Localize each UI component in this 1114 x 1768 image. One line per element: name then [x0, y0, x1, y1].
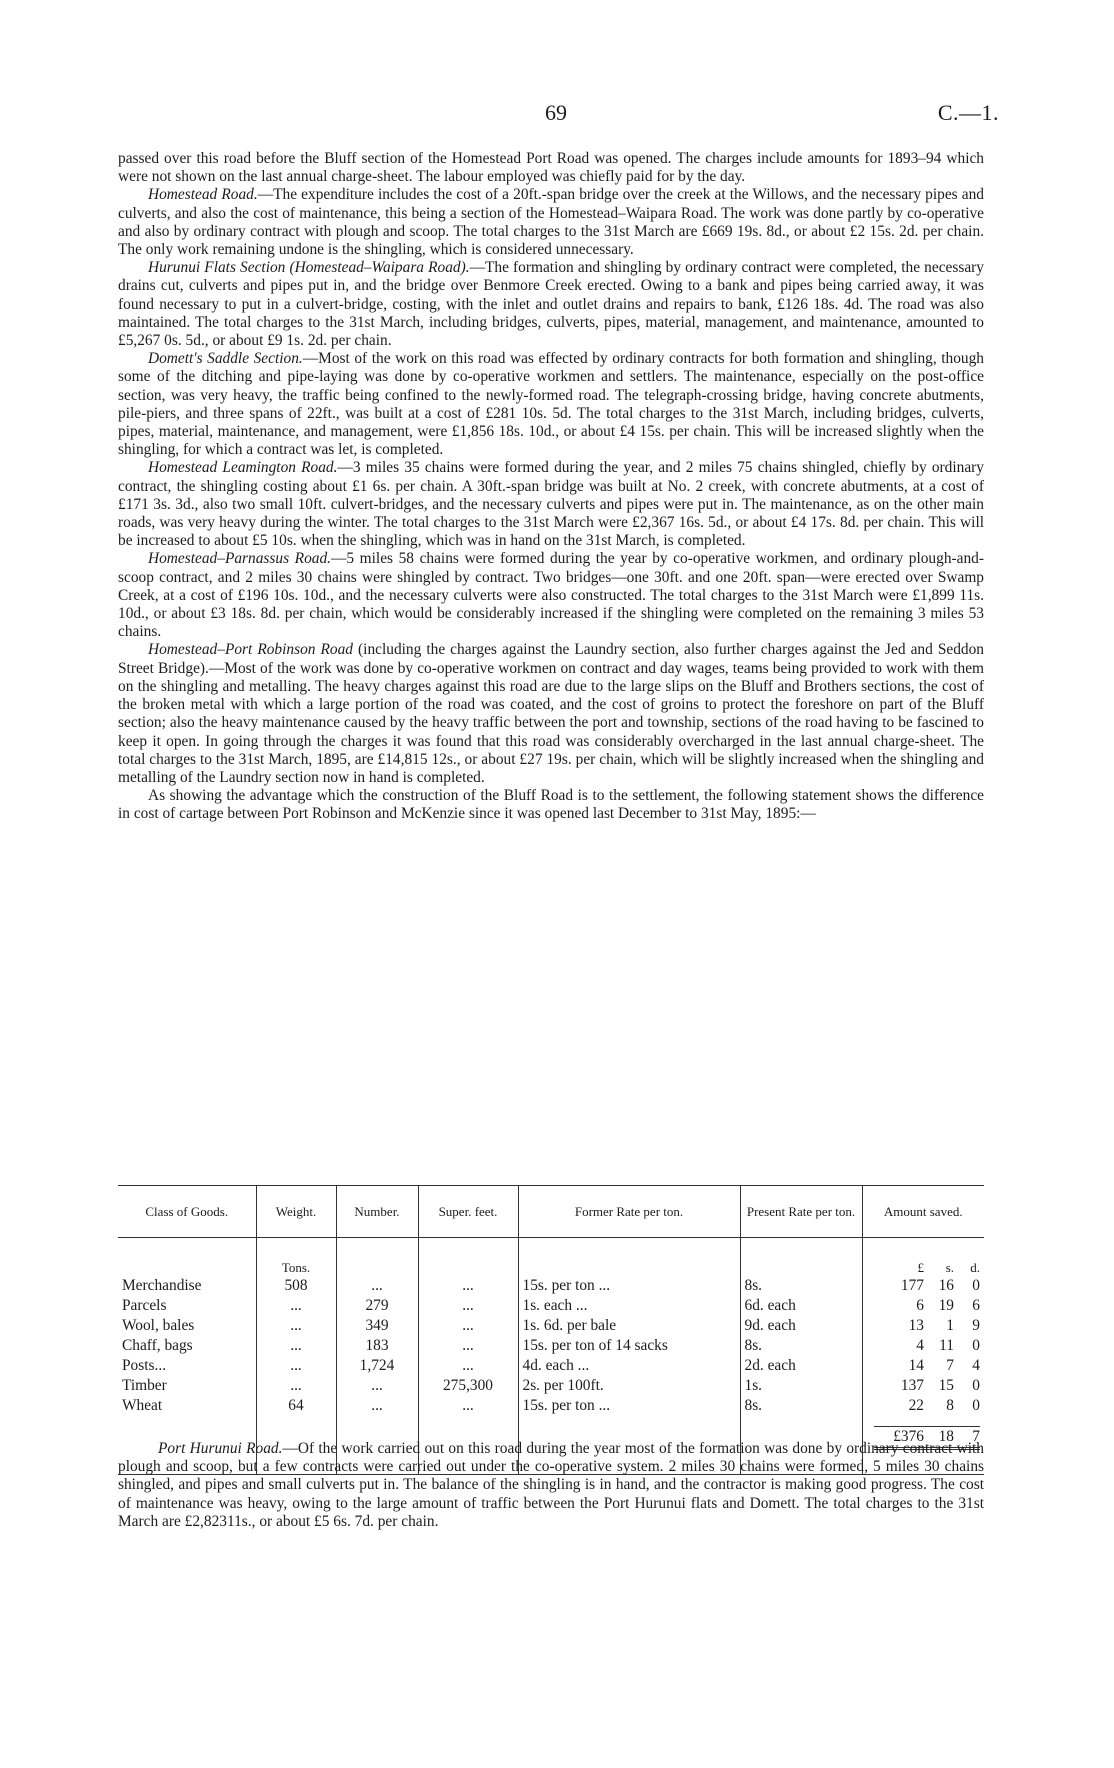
paragraph — [118, 1440, 984, 1531]
weight-unit: Tons. — [256, 1238, 336, 1277]
weight-cell: ... — [256, 1336, 336, 1356]
super-feet-cell: ... — [418, 1356, 518, 1376]
present-rate-cell: 1s. — [740, 1376, 862, 1396]
former-rate-cell: 1s. each ... — [518, 1296, 740, 1316]
amount-shillings: 15 — [938, 1377, 954, 1394]
column-header: Former Rate per ton. — [518, 1186, 740, 1238]
column-header: Number. — [336, 1186, 418, 1238]
table-row — [118, 1336, 984, 1356]
former-rate-cell: 15s. per ton of 14 sacks — [518, 1336, 740, 1356]
goods-class: Wheat — [122, 1397, 163, 1414]
super-feet-cell: ... — [418, 1276, 518, 1296]
amount-pence: 0 — [972, 1377, 980, 1394]
paragraph-text: —5 miles 58 chains were formed during the year by co-operative workmen, and ordinary plough-and-scoop contract, and 2 miles 30 chains were shingled by contract. Two bridges—one 30ft. and one 20ft. span—were erected over Swamp Creek, at a cost of £196 10s. 10d., and the necessary culverts were also constructed. The total charges to the 31st March were £1,899 11s. 10d., or about £3 18s. 8d. per chain, which would be considerably increased if the shingling were completed on the remaining 3 miles 53 chains. — [118, 550, 984, 641]
paragraph-text: —Of the work carried out on this road during the year most of the formation was done by ordinary contract with plough and scoop, but a few contracts were carried out under the co-operative system. 2 miles 30 chains were formed, 5 miles 30 chains shingled, and pipes and small culverts put in. The balance of the shingling is in hand, and the contractor is making good progress. The cost of maintenance was heavy, owing to the large amount of traffic between the Port Hurunui flats and Domett. The total charges to the 31st March are £2,82311s., or about £5 6s. 7d. per chain. — [118, 1440, 984, 1530]
amount-pounds: 6 — [916, 1297, 924, 1314]
report-body — [118, 150, 984, 824]
super-feet-cell: ... — [418, 1336, 518, 1356]
paragraph-text: (including the charges against the Laundry section, also further charges against the Jed and Seddon Street Bridge).—Most of the work was done by co-operative workmen on contract and day wages, teams being provided to work with them on the shingling and metalling. The heavy charges against this road are due to the large slips on the Bluff and Brothers sections, the cost of the broken metal with which a large portion of the road was coated, and the cost of groins to protect the foreshore on part of the Bluff section; also the heavy maintenance caused by the heavy traffic between the port and township, sections of the road having to be fascined to keep it open. In going through the charges it was found that this road was considerably overcharged in the last annual charge-sheet. The total charges to the 31st March, 1895, are £14,815 12s., or about £27 19s. per chain, which will be slightly increased when the shingling and metalling of the Laundry section now in hand is completed. — [118, 641, 984, 786]
paragraph-text: passed over this road before the Bluff section of the Homestead Port Road was opened. The charges include amounts for 1893–94 which were not shown on the last annual charge-sheet. The labour employed was chiefly paid for by the day. — [118, 150, 984, 186]
goods-class: Chaff, bags — [122, 1337, 193, 1354]
paragraph-title: Homestead–Parnassus Road. — [148, 550, 331, 568]
amount-pence: 0 — [972, 1397, 980, 1414]
paragraph-title: Domett's Saddle Section. — [148, 350, 303, 368]
column-header: Present Rate per ton. — [740, 1186, 862, 1238]
paragraph-title: Hurunui Flats Section (Homestead–Waipara Road). — [148, 259, 470, 277]
amount-pounds: 177 — [900, 1277, 924, 1294]
number-cell: ... — [336, 1376, 418, 1396]
units-row — [118, 1238, 984, 1277]
table-row — [118, 1316, 984, 1336]
paragraph-title: Homestead Leamington Road. — [148, 459, 338, 477]
paragraph — [118, 150, 984, 186]
amount-pounds: 13 — [908, 1317, 924, 1334]
amount-pence: 0 — [972, 1277, 980, 1294]
paragraph-title: Homestead–Port Robinson Road — [148, 641, 354, 659]
present-rate-cell: 8s. — [740, 1276, 862, 1296]
weight-cell: 508 — [256, 1276, 336, 1296]
table-row — [118, 1356, 984, 1376]
amount-shillings: 7 — [946, 1357, 954, 1374]
amount-pence: 4 — [972, 1357, 980, 1374]
present-rate-cell: 8s. — [740, 1396, 862, 1416]
table-row — [118, 1276, 984, 1296]
paragraph — [118, 550, 984, 641]
paragraph — [118, 259, 984, 350]
amount-pounds: 137 — [900, 1377, 924, 1394]
goods-class: Parcels — [122, 1297, 167, 1314]
amount-pence: 0 — [972, 1337, 980, 1354]
number-cell: 183 — [336, 1336, 418, 1356]
table-row — [118, 1296, 984, 1316]
paragraph — [118, 186, 984, 259]
paragraph-text: As showing the advantage which the construction of the Bluff Road is to the settlement, the following statement shows the difference in cost of cartage between Port Robinson and McKenzie since it was opened last December to 31st May, 1895:— — [118, 787, 984, 823]
amount-shillings: 8 — [946, 1397, 954, 1414]
total-pence: 7 — [972, 1428, 980, 1445]
amount-shillings: 11 — [939, 1337, 954, 1354]
paragraph — [118, 641, 984, 787]
paragraph-text: —The expenditure includes the cost of a 20ft.-span bridge over the creek at the Willows, and the necessary pipes and culverts, and also the cost of maintenance, this being a section of the Homestead–Waipara Road. The work was done partly by co-operative and also by ordinary contract with plough and scoop. The total charges to the 31st March are £669 19s. 8d., or about £2 15s. 2d. per chain. The only work remaining undone is the shingling, which is considered unnecessary. — [118, 186, 984, 259]
former-rate-cell: 4d. each ... — [518, 1356, 740, 1376]
super-feet-cell: ... — [418, 1316, 518, 1336]
paragraph-text: —3 miles 35 chains were formed during the year, and 2 miles 75 chains shingled, chiefly by ordinary contract, the shingling costing about £1 6s. per chain. A 30ft.-span bridge was built at No. 2 creek, with concrete abutments, at a cost of £171 3s. 3d., also two small 10ft. culvert-bridges, and the necessary culverts and pipes were put in. The maintenance, as on the other main roads, was very heavy during the winter. The total charges to the 31st March were £2,367 16s. 5d., or about £4 17s. 8d. per chain. This will be increased to about £5 10s. when the shingling, which was in hand on the 31st March, is completed. — [118, 459, 984, 550]
total-pounds: £376 — [893, 1428, 924, 1445]
total-shillings: 18 — [938, 1428, 954, 1445]
goods-class: Wool, bales — [122, 1317, 195, 1334]
amount-shillings: 19 — [938, 1297, 954, 1314]
table-row — [118, 1396, 984, 1416]
goods-class: Merchandise — [122, 1277, 202, 1294]
column-header: Super. feet. — [418, 1186, 518, 1238]
weight-cell: ... — [256, 1376, 336, 1396]
present-rate-cell: 8s. — [740, 1336, 862, 1356]
column-header: Class of Goods. — [118, 1186, 256, 1238]
paragraph — [118, 787, 984, 823]
column-header: Amount saved. — [862, 1186, 984, 1238]
goods-class: Timber — [122, 1377, 167, 1394]
weight-cell: 64 — [256, 1396, 336, 1416]
paragraph-title: Homestead Road. — [148, 186, 258, 204]
weight-cell: ... — [256, 1316, 336, 1336]
paragraph-text: —Most of the work on this road was effected by ordinary contracts for both formation and shingling, though some of the ditching and pipe-laying was done by co-operative workmen and settlers. The maintenance, especially on the post-office section, was very heavy, the traffic being confined to the newly-formed road. The telegraph-crossing bridge, having concrete abutments, pile-piers, and three spans of 22ft., was built at a cost of £281 10s. 5d. The total charges to the 31st March, including bridges, culverts, pipes, material, maintenance, and management, were £1,856 18s. 10d., or about £4 15s. per chain. This will be increased slightly when the shingling, for which a contract was let, is completed. — [118, 350, 984, 459]
super-feet-cell: ... — [418, 1396, 518, 1416]
pence-unit: d. — [970, 1260, 980, 1275]
amount-pounds: 14 — [908, 1357, 924, 1374]
paragraph-title: Port Hurunui Road. — [158, 1440, 283, 1457]
amount-pence: 6 — [972, 1297, 980, 1314]
weight-cell: ... — [256, 1356, 336, 1376]
goods-class: Posts... — [122, 1357, 167, 1374]
shillings-unit: s. — [945, 1260, 954, 1275]
port-hurunui-section — [118, 1440, 984, 1531]
number-cell: ... — [336, 1276, 418, 1296]
former-rate-cell: 1s. 6d. per bale — [518, 1316, 740, 1336]
present-rate-cell: 6d. each — [740, 1296, 862, 1316]
page-number: 69 — [545, 100, 567, 125]
pounds-unit: £ — [917, 1260, 924, 1275]
amount-shillings: 1 — [946, 1317, 954, 1334]
number-cell: 1,724 — [336, 1356, 418, 1376]
number-cell: 279 — [336, 1296, 418, 1316]
column-header: Weight. — [256, 1186, 336, 1238]
super-feet-cell: ... — [418, 1296, 518, 1316]
table-row — [118, 1376, 984, 1396]
table-header-row — [118, 1186, 984, 1238]
paragraph-text: —The formation and shingling by ordinary contract were completed, the necessary drains cut, culverts and pipes put in, and the bridge over Benmore Creek erected. Owing to a bank and pipes being carried away, it was found necessary to put in a culvert-bridge, costing, with the inlet and outlet drains and repairs to bank, £126 18s. 4d. The road was also maintained. The total charges to the 31st March, including bridges, culverts, pipes, material, management, and maintenance, amounted to £5,267 0s. 5d., or about £9 1s. 2d. per chain. — [118, 259, 984, 350]
cartage-table — [118, 1185, 984, 1475]
present-rate-cell: 2d. each — [740, 1356, 862, 1376]
number-cell: ... — [336, 1396, 418, 1416]
amount-pence: 9 — [972, 1317, 980, 1334]
page-header — [0, 100, 1114, 130]
amount-shillings: 16 — [938, 1277, 954, 1294]
former-rate-cell: 2s. per 100ft. — [518, 1376, 740, 1396]
super-feet-cell: 275,300 — [418, 1376, 518, 1396]
present-rate-cell: 9d. each — [740, 1316, 862, 1336]
former-rate-cell: 15s. per ton ... — [518, 1276, 740, 1296]
paragraph — [118, 350, 984, 459]
paragraph — [118, 459, 984, 550]
amount-pounds: 22 — [908, 1397, 924, 1414]
amount-pounds: 4 — [916, 1337, 924, 1354]
former-rate-cell: 15s. per ton ... — [518, 1396, 740, 1416]
number-cell: 349 — [336, 1316, 418, 1336]
section-id: C.—1. — [937, 100, 999, 125]
weight-cell: ... — [256, 1296, 336, 1316]
